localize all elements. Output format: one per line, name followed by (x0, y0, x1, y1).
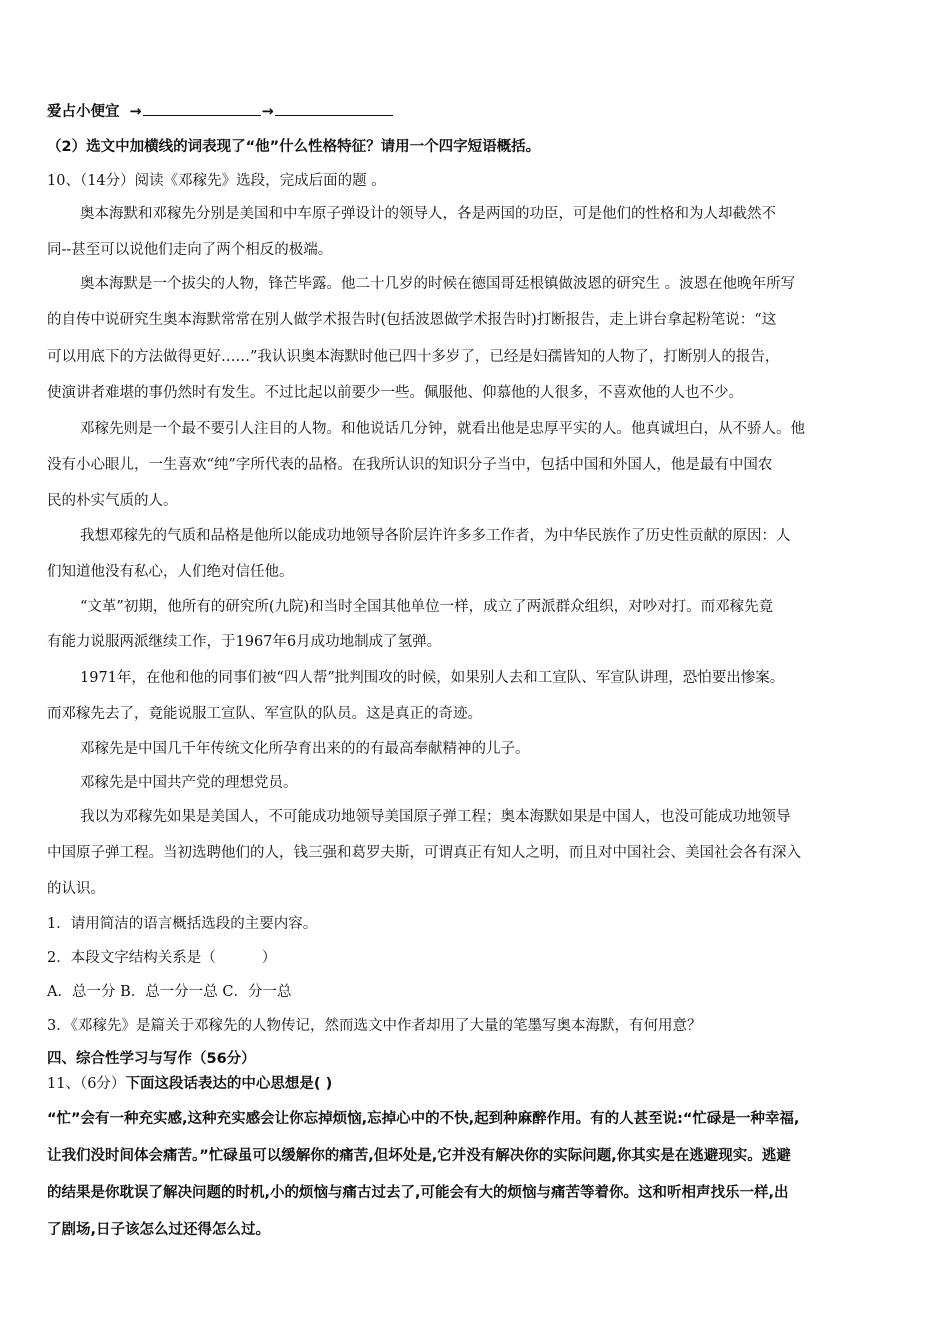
passage-line: 我以为邓稼先如果是美国人，不可能成功地领导美国原子弹工程；奥本海默如果是中国人，也没可能成功地领导 (80, 809, 791, 825)
answer-blank[interactable] (143, 101, 261, 116)
passage-line: 的自传中说研究生奥本海默常常在别人做学术报告时(包括波恩做学术报告时)打断报告，走上讲台拿起粉笔说：“这 (47, 312, 777, 328)
passage-line: 而邓稼先去了，竟能说服工宣队、军宣队的队员。这是真正的奇迹。 (47, 706, 482, 722)
question-11-header (47, 1073, 332, 1095)
question-10-header: 10、（14分）阅读《邓稼先》选段，完成后面的题 。 (47, 173, 386, 189)
passage-line: 可以用底下的方法做得更好……”我认识奥本海默时他已四十多岁了，已经是妇孺皆知的人物了，打断别人的报告， (47, 349, 780, 365)
sequence-line (47, 101, 394, 123)
question-11-stem: 下面这段话表达的中心思想是( ) (125, 1076, 333, 1092)
passage-line: 的认识。 (47, 881, 105, 897)
passage-line: 有能力说服两派继续工作，于1967年6月成功地制成了氢弹。 (47, 634, 442, 650)
passage-line: 邓稼先则是一个最不要引人注目的人物。和他说话几分钟，就看出他是忠厚平实的人。他真诚坦白，从不骄人。他 (80, 421, 805, 437)
passage-line: 我想邓稼先的气质和品格是他所以能成功地领导各阶层许许多多工作者，为中华民族作了历史性贡献的原因：人 (80, 528, 791, 544)
passage-line: 了剧场,日子该怎么过还得怎么过。 (47, 1222, 271, 1238)
passage-line: “忙”会有一种充实感,这种充实感会让你忘掉烦恼,忘掉心中的不快,起到种麻醉作用。有的人甚至说:“忙碌是一种幸福, (47, 1111, 800, 1127)
arrow-icon: → (261, 104, 274, 120)
passage-line: 1971年，在他和他的同事们被“四人帮”批判围攻的时候，如果别人去和工宣队、军宣队讲理，恐怕要出惨案。 (80, 670, 785, 686)
passage-line: 奥本海默是一个拔尖的人物，锋芒毕露。他二十几岁的时候在德国哥廷根镇做波恩的研究生 。波恩在他晚年所写 (80, 276, 796, 292)
passage-line: 使演讲者难堪的事仍然时有发生。不过比起以前要少一些。佩服他、仰慕他的人很多，不喜欢他的人也不少。 (47, 385, 743, 401)
arrow-icon: → (129, 104, 142, 120)
passage-line: 没有小心眼儿，一生喜欢“纯”字所代表的品格。在我所认识的知识分子当中，包括中国和外国人，他是最有中国农 (47, 457, 773, 473)
passage-line: 让我们没时间体会痛苦。”忙碌虽可以缓解你的痛苦,但坏处是,它并没有解决你的实际问题,你其实是在逃避现实。逃避 (47, 1148, 791, 1164)
passage-line: 同--甚至可以说他们走向了两个相反的极端。 (47, 242, 333, 258)
passage-line: 民的朴实气质的人。 (47, 493, 178, 509)
sub-question-2 (47, 947, 276, 969)
question-2: （2）选文中加横线的词表现了“他”什么性格特征？请用一个四字短语概括。 (47, 139, 541, 155)
passage-line: 中国原子弹工程。当初选聘他们的人，钱三强和葛罗夫斯，可谓真正有知人之明，而且对中国社会、美国社会各有深入 (47, 845, 801, 861)
passage-line: 邓稼先是中国共产党的理想党员。 (80, 775, 298, 791)
passage-line: 的结果是你耽误了解决问题的时机,小的烦恼与痛古过去了,可能会有大的烦恼与痛苦等着你。这和听相声找乐一样,出 (47, 1185, 789, 1201)
sub-question-2-text: 2．本段文字结构关系是（ (47, 950, 216, 966)
sequence-start: 爱占小便宜 (47, 104, 120, 120)
passage-line: 邓稼先是中国几千年传统文化所孕育出来的的有最高奉献精神的儿子。 (80, 741, 530, 757)
sub-question-2-close: ） (261, 950, 277, 966)
sub-question-1: 1．请用简洁的语言概括选段的主要内容。 (47, 916, 318, 932)
sub-question-2-options: A．总一分 B．总一分一总 C．分一总 (47, 984, 292, 1000)
passage-line: “文革”初期，他所有的研究所(九院)和当时全国其他单位一样，成立了两派群众组织，对吵对打。而邓稼先竟 (80, 599, 774, 615)
answer-blank[interactable] (275, 101, 393, 116)
passage-line: 们知道他没有私心，人们绝对信任他。 (47, 564, 294, 580)
section-title: 四、综合性学习与写作（56分） (47, 1051, 256, 1067)
sub-question-3: 3．《邓稼先》是篇关于邓稼先的人物传记，然而选文中作者却用了大量的笔墨写奥本海默，有何用意？ (47, 1018, 702, 1034)
question-11-number: 11、 (47, 1076, 80, 1092)
question-11-points: （6分） (79, 1076, 126, 1092)
passage-line: 奥本海默和邓稼先分别是美国和中车原子弹设计的领导人，各是两国的功臣，可是他们的性格和为人却截然不 (80, 206, 776, 222)
